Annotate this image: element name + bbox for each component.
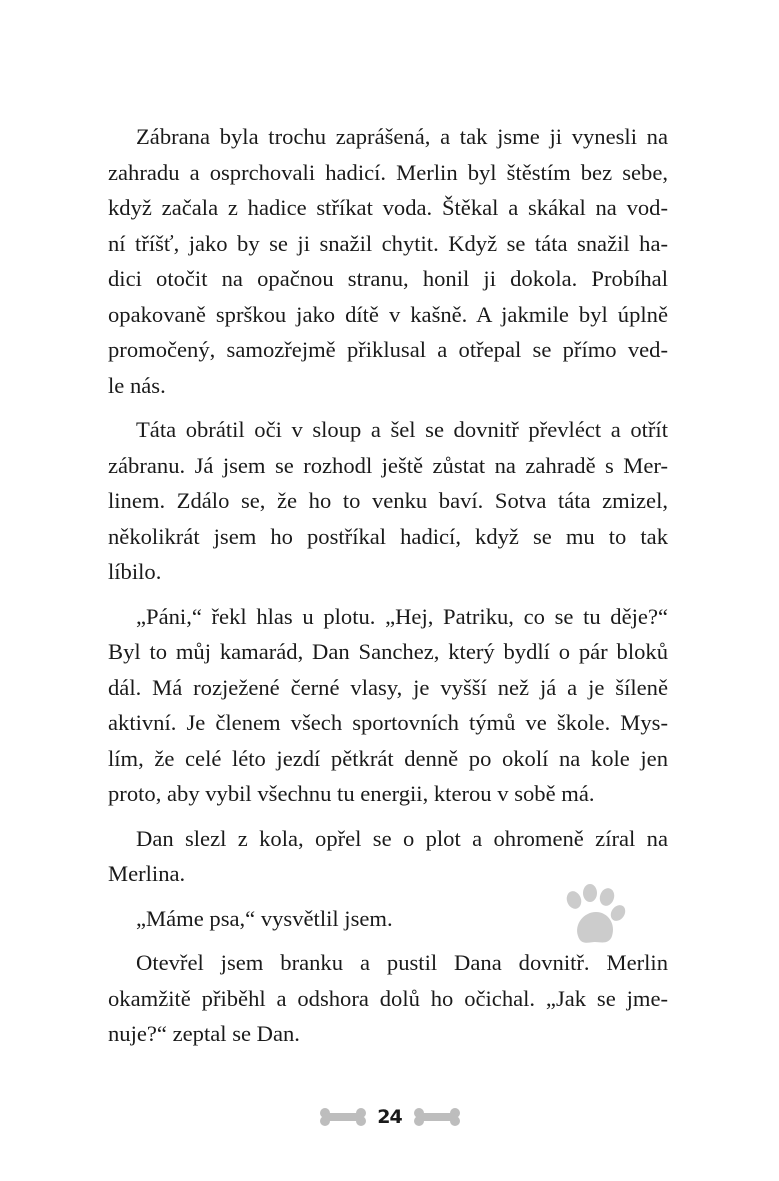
text-line: dál. Má rozježené černé vlasy, je vyšší než já a je šíleně [108,674,668,700]
text-line: okamžitě přiběhl a odshora dolů ho očichal. „Jak se jme- [108,985,668,1011]
text-line: líbilo. [108,559,162,584]
text-line: proto, aby vybil všechnu tu energii, kterou v sobě má. [108,781,595,806]
text-line: opakovaně sprškou jako dítě v kašně. A jakmile byl úplně [108,301,668,327]
text-line: linem. Zdálo se, že ho to venku baví. Sotva táta zmizel, [108,488,668,513]
paragraph-1 [108,119,668,403]
text-line: zábranu. Já jsem se rozhodl ještě zůstat na zahradě s Mer- [108,452,668,478]
paragraph-2 [108,412,668,590]
text-line: le nás. [108,372,166,398]
text-line: Otevřel jsem branku a pustil Dana dovnitř. Merlin [136,950,668,975]
paw-print-icon [560,884,628,952]
text-line: Byl to můj kamarád, Dan Sanchez, který bydlí o pár bloků [108,639,668,664]
text-line: Merlina. [108,861,186,886]
text-line: „Máme psa,“ vysvětlil jsem. [136,905,393,931]
text-line: když začala z hadice stříkat voda. Štěkal a skákal na vod- [108,195,668,220]
text-line: lím, že celé léto jezdí pětkrát denně po okolí na kole jen [108,745,668,771]
text-line: ní tříšť, jako by se ji snažil chytit. Když se táta snažil ha- [108,230,668,256]
text-line: Zábrana byla trochu zaprášená, a tak jsme ji vynesli na [136,124,668,149]
text-line: zahradu a osprchovali hadicí. Merlin byl štěstím bez sebe, [108,159,668,185]
text-line: promočený, samozřejmě přiklusal a otřepal se přímo ved- [108,337,668,362]
text-line: „Páni,“ řekl hlas u plotu. „Hej, Patriku, co se tu děje?“ [136,603,668,629]
page-footer [0,1100,779,1134]
text-line: dici otočit na opačnou stranu, honil ji dokola. Probíhal [108,266,668,291]
paragraph-4 [108,821,668,892]
paragraph-6 [108,945,668,1052]
paragraph-3 [108,599,668,812]
text-line: několikrát jsem ho postříkal hadicí, když se mu to tak [108,523,668,549]
bone-icon [319,1107,367,1127]
text-line: aktivní. Je členem všech sportovních týmů ve škole. Mys- [108,710,668,735]
page-number: 24 [377,1106,402,1128]
bone-icon [413,1107,461,1127]
text-line: Dan slezl z kola, opřel se o plot a ohromeně zíral na [136,825,668,851]
text-line: Táta obrátil oči v sloup a šel se dovnitř převléct a otřít [136,417,668,442]
text-line: nuje?“ zeptal se Dan. [108,1021,300,1046]
